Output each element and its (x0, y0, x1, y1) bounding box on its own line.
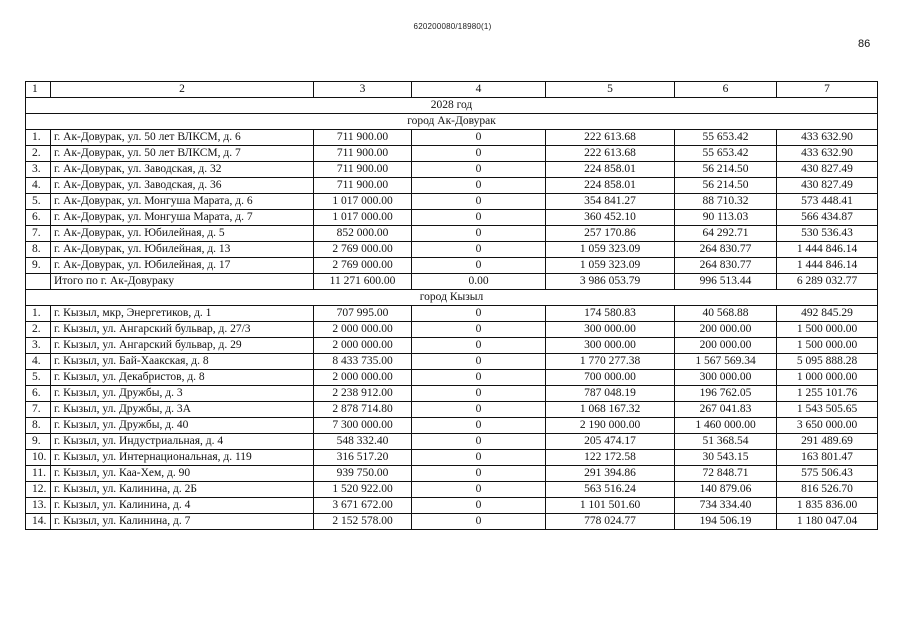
region-share: 360 452.10 (546, 210, 675, 226)
total-cost: 548 332.40 (314, 434, 412, 450)
owner-share: 1 444 846.14 (777, 258, 878, 274)
table-row (26, 258, 878, 274)
municipal-share: 56 214.50 (675, 162, 777, 178)
region-share: 205 474.17 (546, 434, 675, 450)
total-cost: 2 769 000.00 (314, 258, 412, 274)
address: г. Ак-Довурак, ул. Заводская, д. 36 (51, 178, 314, 194)
fund-share: 0 (412, 370, 546, 386)
fund-share: 0 (412, 450, 546, 466)
row-index: 14. (26, 514, 51, 530)
row-index: 6. (26, 210, 51, 226)
municipal-share: 51 368.54 (675, 434, 777, 450)
fund-share: 0 (412, 258, 546, 274)
municipal-share: 267 041.83 (675, 402, 777, 418)
region-share: 222 613.68 (546, 130, 675, 146)
total-cost: 711 900.00 (314, 146, 412, 162)
column-header-row (26, 82, 878, 98)
region-share: 300 000.00 (546, 338, 675, 354)
municipal-share: 194 506.19 (675, 514, 777, 530)
address: г. Кызыл, ул. Индустриальная, д. 4 (51, 434, 314, 450)
municipal-share: 40 568.88 (675, 306, 777, 322)
owner-share: 1 180 047.04 (777, 514, 878, 530)
municipal-share: 264 830.77 (675, 258, 777, 274)
municipal-share: 56 214.50 (675, 178, 777, 194)
municipal-share: 196 762.05 (675, 386, 777, 402)
address: г. Кызыл, ул. Калинина, д. 2Б (51, 482, 314, 498)
row-index: 4. (26, 354, 51, 370)
table-row (26, 226, 878, 242)
row-index: 10. (26, 450, 51, 466)
table-row (26, 354, 878, 370)
region-share: 354 841.27 (546, 194, 675, 210)
total-cost: 2 238 912.00 (314, 386, 412, 402)
address: г. Ак-Довурак, ул. Заводская, д. 32 (51, 162, 314, 178)
row-index: 11. (26, 466, 51, 482)
row-index: 12. (26, 482, 51, 498)
fund-share: 0.00 (412, 274, 546, 290)
table-row (26, 434, 878, 450)
owner-share: 573 448.41 (777, 194, 878, 210)
region-share: 174 580.83 (546, 306, 675, 322)
municipal-share: 30 543.15 (675, 450, 777, 466)
owner-share: 163 801.47 (777, 450, 878, 466)
owner-share: 1 835 836.00 (777, 498, 878, 514)
owner-share: 1 444 846.14 (777, 242, 878, 258)
row-index: 2. (26, 322, 51, 338)
total-cost: 2 000 000.00 (314, 322, 412, 338)
total-cost: 711 900.00 (314, 130, 412, 146)
address: г. Ак-Довурак, ул. Юбилейная, д. 13 (51, 242, 314, 258)
fund-share: 0 (412, 306, 546, 322)
municipal-share: 72 848.71 (675, 466, 777, 482)
region-share: 1 770 277.38 (546, 354, 675, 370)
row-index: 4. (26, 178, 51, 194)
region-share: 122 172.58 (546, 450, 675, 466)
total-cost: 3 671 672.00 (314, 498, 412, 514)
address: Итого по г. Ак-Довураку (51, 274, 314, 290)
fund-share: 0 (412, 130, 546, 146)
table-row (26, 498, 878, 514)
fund-share: 0 (412, 162, 546, 178)
municipal-share: 88 710.32 (675, 194, 777, 210)
fund-share: 0 (412, 482, 546, 498)
address: г. Кызыл, ул. Каа-Хем, д. 90 (51, 466, 314, 482)
fund-share: 0 (412, 226, 546, 242)
row-index: 2. (26, 146, 51, 162)
column-header: 4 (412, 82, 546, 98)
table-row (26, 450, 878, 466)
year-heading: 2028 год (26, 98, 878, 114)
address: г. Кызыл, ул. Калинина, д. 4 (51, 498, 314, 514)
address: г. Кызыл, ул. Дружбы, д. 3А (51, 402, 314, 418)
fund-share: 0 (412, 514, 546, 530)
total-cost: 8 433 735.00 (314, 354, 412, 370)
municipal-share: 140 879.06 (675, 482, 777, 498)
column-header: 7 (777, 82, 878, 98)
region-share: 300 000.00 (546, 322, 675, 338)
total-cost: 852 000.00 (314, 226, 412, 242)
row-index: 7. (26, 402, 51, 418)
owner-share: 5 095 888.28 (777, 354, 878, 370)
table-row (26, 210, 878, 226)
region-share: 291 394.86 (546, 466, 675, 482)
region-share: 224 858.01 (546, 162, 675, 178)
total-cost: 2 152 578.00 (314, 514, 412, 530)
total-cost: 11 271 600.00 (314, 274, 412, 290)
region-share: 787 048.19 (546, 386, 675, 402)
table-row (26, 322, 878, 338)
row-index: 1. (26, 130, 51, 146)
fund-share: 0 (412, 178, 546, 194)
region-share: 222 613.68 (546, 146, 675, 162)
municipal-share: 55 653.42 (675, 146, 777, 162)
owner-share: 1 000 000.00 (777, 370, 878, 386)
row-index: 13. (26, 498, 51, 514)
municipal-share: 300 000.00 (675, 370, 777, 386)
total-cost: 1 017 000.00 (314, 194, 412, 210)
address: г. Кызыл, ул. Ангарский бульвар, д. 27/3 (51, 322, 314, 338)
year-row (26, 98, 878, 114)
fund-share: 0 (412, 242, 546, 258)
fund-share: 0 (412, 322, 546, 338)
owner-share: 575 506.43 (777, 466, 878, 482)
table-row (26, 162, 878, 178)
address: г. Кызыл, мкр, Энергетиков, д. 1 (51, 306, 314, 322)
owner-share: 430 827.49 (777, 178, 878, 194)
owner-share: 3 650 000.00 (777, 418, 878, 434)
page-number: 86 (858, 38, 871, 50)
fund-share: 0 (412, 498, 546, 514)
municipal-share: 90 113.03 (675, 210, 777, 226)
fund-share: 0 (412, 466, 546, 482)
region-share: 1 068 167.32 (546, 402, 675, 418)
total-cost: 7 300 000.00 (314, 418, 412, 434)
owner-share: 433 632.90 (777, 146, 878, 162)
fund-share: 0 (412, 386, 546, 402)
table-row (26, 178, 878, 194)
fund-share: 0 (412, 194, 546, 210)
section-row (26, 114, 878, 130)
municipal-share: 200 000.00 (675, 338, 777, 354)
address: г. Ак-Довурак, ул. 50 лет ВЛКСМ, д. 6 (51, 130, 314, 146)
total-cost: 1 520 922.00 (314, 482, 412, 498)
owner-share: 492 845.29 (777, 306, 878, 322)
row-index (26, 274, 51, 290)
row-index: 1. (26, 306, 51, 322)
municipal-share: 734 334.40 (675, 498, 777, 514)
total-cost: 711 900.00 (314, 162, 412, 178)
address: г. Ак-Довурак, ул. Монгуша Марата, д. 6 (51, 194, 314, 210)
table-row (26, 370, 878, 386)
owner-share: 1 543 505.65 (777, 402, 878, 418)
region-share: 224 858.01 (546, 178, 675, 194)
address: г. Кызыл, ул. Декабристов, д. 8 (51, 370, 314, 386)
column-header: 5 (546, 82, 675, 98)
row-index: 8. (26, 242, 51, 258)
document-id: 620200080/18980(1) (413, 22, 492, 31)
owner-share: 1 255 101.76 (777, 386, 878, 402)
owner-share: 1 500 000.00 (777, 322, 878, 338)
table-row (26, 482, 878, 498)
owner-share: 530 536.43 (777, 226, 878, 242)
row-index: 7. (26, 226, 51, 242)
owner-share: 6 289 032.77 (777, 274, 878, 290)
total-cost: 1 017 000.00 (314, 210, 412, 226)
table-row (26, 402, 878, 418)
address: г. Кызыл, ул. Интернациональная, д. 119 (51, 450, 314, 466)
municipal-share: 1 460 000.00 (675, 418, 777, 434)
total-cost: 316 517.20 (314, 450, 412, 466)
address: г. Кызыл, ул. Бай-Хаакская, д. 8 (51, 354, 314, 370)
owner-share: 430 827.49 (777, 162, 878, 178)
table-row (26, 514, 878, 530)
fund-share: 0 (412, 338, 546, 354)
total-cost: 711 900.00 (314, 178, 412, 194)
fund-share: 0 (412, 146, 546, 162)
owner-share: 816 526.70 (777, 482, 878, 498)
row-index: 5. (26, 370, 51, 386)
address: г. Ак-Довурак, ул. Юбилейная, д. 17 (51, 258, 314, 274)
address: г. Ак-Довурак, ул. Монгуша Марата, д. 7 (51, 210, 314, 226)
region-share: 1 059 323.09 (546, 242, 675, 258)
address: г. Кызыл, ул. Дружбы, д. 3 (51, 386, 314, 402)
table-row (26, 130, 878, 146)
total-cost: 2 000 000.00 (314, 338, 412, 354)
fund-share: 0 (412, 402, 546, 418)
region-share: 700 000.00 (546, 370, 675, 386)
fund-share: 0 (412, 418, 546, 434)
row-index: 9. (26, 434, 51, 450)
address: г. Кызыл, ул. Калинина, д. 7 (51, 514, 314, 530)
table-row (26, 386, 878, 402)
table-row (26, 146, 878, 162)
region-share: 2 190 000.00 (546, 418, 675, 434)
row-index: 8. (26, 418, 51, 434)
row-index: 6. (26, 386, 51, 402)
table-row (26, 242, 878, 258)
total-cost: 2 769 000.00 (314, 242, 412, 258)
section-title: город Кызыл (26, 290, 878, 306)
owner-share: 291 489.69 (777, 434, 878, 450)
total-cost: 707 995.00 (314, 306, 412, 322)
fund-share: 0 (412, 434, 546, 450)
column-header: 3 (314, 82, 412, 98)
address: г. Кызыл, ул. Дружбы, д. 40 (51, 418, 314, 434)
fund-share: 0 (412, 354, 546, 370)
column-header: 2 (51, 82, 314, 98)
total-row (26, 274, 878, 290)
row-index: 3. (26, 338, 51, 354)
municipal-share: 200 000.00 (675, 322, 777, 338)
section-row (26, 290, 878, 306)
owner-share: 1 500 000.00 (777, 338, 878, 354)
table-row (26, 338, 878, 354)
owner-share: 566 434.87 (777, 210, 878, 226)
address: г. Ак-Довурак, ул. Юбилейная, д. 5 (51, 226, 314, 242)
region-share: 778 024.77 (546, 514, 675, 530)
row-index: 9. (26, 258, 51, 274)
municipal-share: 64 292.71 (675, 226, 777, 242)
column-header: 6 (675, 82, 777, 98)
row-index: 3. (26, 162, 51, 178)
table-row (26, 194, 878, 210)
row-index: 5. (26, 194, 51, 210)
total-cost: 939 750.00 (314, 466, 412, 482)
region-share: 1 101 501.60 (546, 498, 675, 514)
column-header: 1 (26, 82, 51, 98)
table-row (26, 306, 878, 322)
address: г. Кызыл, ул. Ангарский бульвар, д. 29 (51, 338, 314, 354)
table-row (26, 418, 878, 434)
region-share: 257 170.86 (546, 226, 675, 242)
municipal-share: 55 653.42 (675, 130, 777, 146)
fund-share: 0 (412, 210, 546, 226)
municipal-share: 264 830.77 (675, 242, 777, 258)
total-cost: 2 000 000.00 (314, 370, 412, 386)
table-row (26, 466, 878, 482)
address: г. Ак-Довурак, ул. 50 лет ВЛКСМ, д. 7 (51, 146, 314, 162)
section-title: город Ак-Довурак (26, 114, 878, 130)
total-cost: 2 878 714.80 (314, 402, 412, 418)
municipal-share: 996 513.44 (675, 274, 777, 290)
data-table (25, 81, 878, 530)
region-share: 3 986 053.79 (546, 274, 675, 290)
municipal-share: 1 567 569.34 (675, 354, 777, 370)
region-share: 563 516.24 (546, 482, 675, 498)
region-share: 1 059 323.09 (546, 258, 675, 274)
owner-share: 433 632.90 (777, 130, 878, 146)
